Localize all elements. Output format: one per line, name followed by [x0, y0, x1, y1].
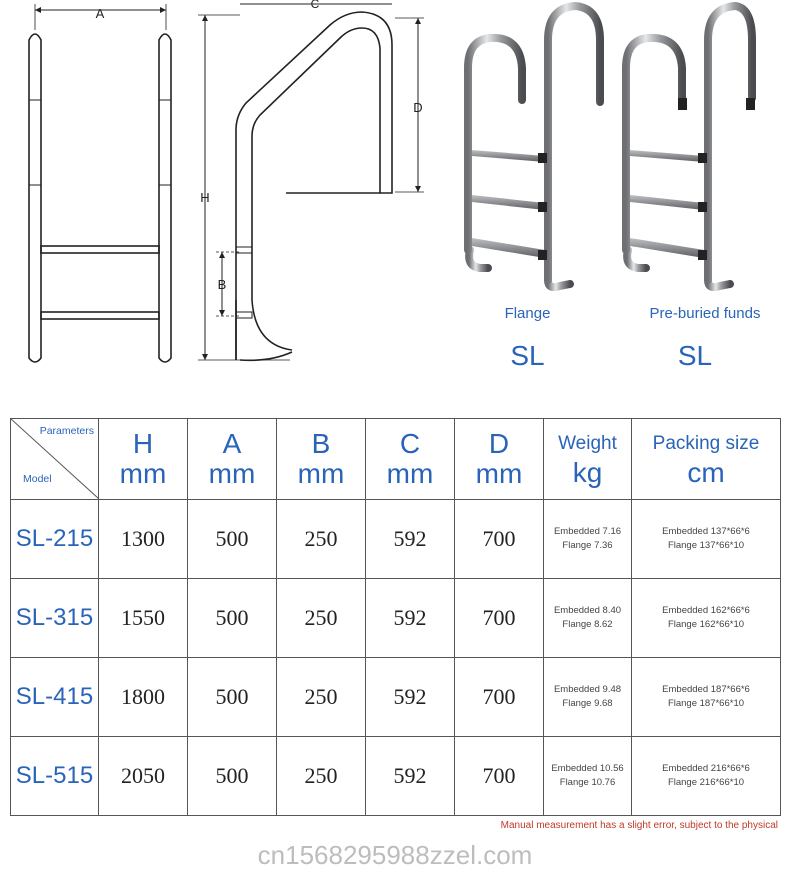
cell-b: 250: [277, 658, 366, 737]
cell-c: 592: [366, 500, 455, 579]
table-header-row: [11, 419, 781, 500]
table-row: [11, 737, 781, 816]
dim-h-label: H: [200, 190, 210, 205]
cell-h: 1550: [99, 579, 188, 658]
table-row: [11, 500, 781, 579]
cell-packing: Embedded 162*66*6 Flange 162*66*10: [632, 579, 781, 658]
header-packing: Packing size cm: [632, 419, 781, 500]
cell-c: 592: [366, 658, 455, 737]
side-view-drawing: [198, 4, 424, 360]
product-illustration: [0, 0, 790, 400]
header-c: C mm: [366, 419, 455, 500]
cell-packing: Embedded 216*66*6 Flange 216*66*10: [632, 737, 781, 816]
cell-model: SL-215: [11, 500, 99, 579]
photo-steps-embedded: [630, 98, 755, 260]
cell-weight: Embedded 9.48 Flange 9.68: [544, 658, 632, 737]
corner-parameters-label: Parameters: [39, 425, 94, 437]
cell-d: 700: [455, 579, 544, 658]
cell-model: SL-515: [11, 737, 99, 816]
cell-c: 592: [366, 579, 455, 658]
cell-a: 500: [188, 500, 277, 579]
photo-steps-flange: [472, 150, 547, 260]
cell-d: 700: [455, 500, 544, 579]
header-weight: Weight kg: [544, 419, 632, 500]
table-row: [11, 579, 781, 658]
dim-b-label: B: [217, 277, 227, 292]
cell-a: 500: [188, 737, 277, 816]
table-row: [11, 658, 781, 737]
dim-d-label: D: [413, 100, 423, 115]
watermark: cn1568295988zzel.com: [257, 840, 533, 870]
cell-b: 250: [277, 500, 366, 579]
cell-h: 1800: [99, 658, 188, 737]
measurement-note: Manual measurement has a slight error, subject to the physical: [500, 820, 778, 831]
cell-h: 2050: [99, 737, 188, 816]
dim-c-label: C: [310, 0, 320, 11]
header-d: D mm: [455, 419, 544, 500]
cell-packing: Embedded 187*66*6 Flange 187*66*10: [632, 658, 781, 737]
cell-d: 700: [455, 737, 544, 816]
corner-model-label: Model: [23, 473, 52, 485]
cell-weight: Embedded 7.16 Flange 7.36: [544, 500, 632, 579]
header-a: A mm: [188, 419, 277, 500]
cell-model: SL-315: [11, 579, 99, 658]
cell-model: SL-415: [11, 658, 99, 737]
cell-a: 500: [188, 579, 277, 658]
cell-b: 250: [277, 737, 366, 816]
cell-c: 592: [366, 737, 455, 816]
cell-weight: Embedded 10.56 Flange 10.76: [544, 737, 632, 816]
cell-packing: Embedded 137*66*6 Flange 137*66*10: [632, 500, 781, 579]
header-b: B mm: [277, 419, 366, 500]
photo-code-embedded: SL: [677, 340, 713, 371]
cell-a: 500: [188, 658, 277, 737]
cell-weight: Embedded 8.40 Flange 8.62: [544, 579, 632, 658]
front-view-drawing: [29, 4, 171, 362]
cell-b: 250: [277, 579, 366, 658]
cell-h: 1300: [99, 500, 188, 579]
spec-table: [10, 418, 781, 816]
photo-caption-embedded: Pre-buried funds: [649, 305, 761, 322]
dim-a-label: A: [95, 6, 105, 21]
table-corner-cell: [11, 419, 99, 500]
header-h: H mm: [99, 419, 188, 500]
photo-code-flange: SL: [510, 340, 545, 371]
photo-caption-flange: Flange: [504, 305, 551, 322]
cell-d: 700: [455, 658, 544, 737]
